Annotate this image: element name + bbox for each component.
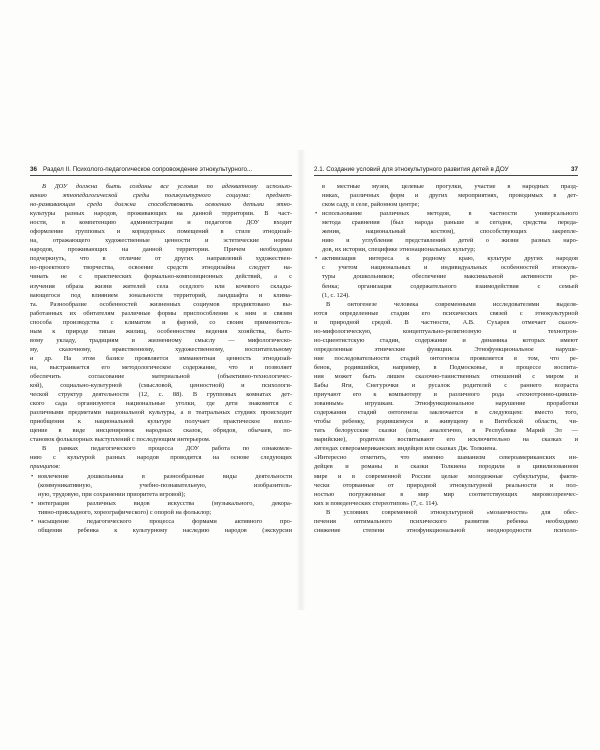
text-line: народов, проживающих на данной территории. Причем необходимо <box>30 246 292 254</box>
text-line: ную, трудовую, при сохранении приоритета игровой); <box>38 490 186 498</box>
text-line: «Интересно отметить, что именно шаманизм североамериканских ин- <box>314 454 578 462</box>
text-line: ском саду, в селе, районном центре; <box>322 201 420 209</box>
text-line: му, сказочному, нравственному, художественному, воспитательному <box>30 345 292 353</box>
text-line: бенок, родившийся, например, в Подмосковье, в процессе воспита- <box>314 363 578 371</box>
text-line: туры дошкольников; обеспечение максимальной активности ре- <box>322 273 578 281</box>
text-line: печения оптимального психического развития ребенка необходимо <box>314 517 578 525</box>
text-line: но-развивающая среда должна способствовать освоению детьми этно- <box>30 201 292 209</box>
text-line: но-мифологическую, концептуально-религиозную и технотрон- <box>314 327 578 335</box>
text-line: становок фольклорных выступлений с последующим интерьером. <box>30 436 211 444</box>
text-line: ких и поведенческих стереотипов» (7, с. 114). <box>314 499 439 507</box>
text-line: подчеркнуть, что в отличие от других направлений художествен- <box>30 255 292 263</box>
text-line: различными предметами национальной культуры, а в театральных студиях происходит <box>30 409 292 417</box>
text-line: ности, в компетенцию администрации и педагогов ДОУ входит <box>30 219 292 227</box>
text-line: марийские), родители воспитывают его исключительно на сказках и <box>314 436 578 444</box>
text-line: содержания стадий онтогенеза заключается в следующем: вместо того, <box>314 409 578 417</box>
text-line: метода сравнения (был народа раньше и сегодня, средства переда- <box>322 219 578 227</box>
text-line: но-проектного творчества, освоение средств этнодизайна следует на- <box>30 264 292 272</box>
text-line: но-сциентистскую стадии, содержание и динамика которых имеют <box>314 336 578 344</box>
text-line: дейцев и романы и сказки Толкиена породили в цивилизованном <box>314 463 578 471</box>
text-line: ния может быть лишен сказочно-таинственных отношений с миром и <box>314 372 578 380</box>
text-line: чески оторванные от природной этнокультурной реальности и пол- <box>314 481 578 489</box>
text-line: на, отражающего художественные ценности и эстетические нормы <box>30 237 292 245</box>
text-line: нию с культурой разных народов проводится на основе следующих <box>30 454 292 462</box>
text-line: • использование различных методов, в частности универсального <box>314 209 578 218</box>
text-line: оформление групповых и коридорных помещений в стиле этнодизай- <box>30 228 292 236</box>
text-line: обеспечить согласование материальной (объективно-технологичес- <box>30 372 292 380</box>
text-line: В ДОУ должна быть созданы все условия по адекватному использо- <box>42 183 292 190</box>
text-line: кой), социально-культурной (смысловой, ценностной) и психологи- <box>30 382 292 390</box>
text-line: • интеграция различных видов искусства (музыкального, декора- <box>30 499 292 508</box>
text-line: жения, национальный костюм), способствующих закрепле- <box>322 228 578 236</box>
text-line: В онтогенезе человека современными исследователями выделя- <box>326 300 578 308</box>
text-line: ние последовательности стадий онтогенеза проявляется в том, что ре- <box>314 354 578 362</box>
text-line: работанных их обитателям различные формы приспособления к ним и связям <box>30 309 292 317</box>
left-page <box>30 165 292 535</box>
text-line: (1, с. 124). <box>322 291 350 299</box>
text-line: ского сада организуются национальные уголки, где дети знакомятся с <box>30 400 292 408</box>
text-line: ным к природе типам жилищ, особенностям ведения хозяйства, быто- <box>30 327 292 335</box>
right-page <box>314 165 578 535</box>
text-line: ческой структур деятельности (12, с. 88). В групповых комнатах дет- <box>30 391 292 399</box>
text-line: снижение степени этнофункциональной неоднородности психоло- <box>314 526 578 534</box>
text-line: В рамках педагогического процесса ДОУ работа по ознакомле- <box>42 445 292 453</box>
text-line: определенные этнические функции. Этнофункциональное наруше- <box>314 345 578 353</box>
left-running-head <box>30 165 292 176</box>
text-line: щение в виде инсценировок народных сказок, обрядов, обычаев, по- <box>30 427 292 435</box>
text-line: в местные музеи, целевые прогулки, участие в народных празд- <box>322 183 578 190</box>
text-line: общения ребенка к культурному наследию народов (экскурсии <box>38 526 292 534</box>
text-line: та. Разнообразие особенностей жизненных социумов продиктовано вы- <box>30 300 292 308</box>
text-line: приучают его к компьютеру и различного рода «технотронно-цивили- <box>314 391 578 399</box>
text-line: мире и в современной России целые молодежные субкультуры, факти- <box>314 472 578 480</box>
text-line: ванию этнопедагогической среды поликультурного социума: предмет- <box>30 192 292 200</box>
right-running-title: 2.1. Создание условий для этнокультурного развития детей в ДОУ <box>314 166 509 173</box>
text-line: вому укладу, традициям и жизненному смыслу — мифологическо- <box>30 336 292 344</box>
text-line: никах, различных форм и других мероприятиях, проводимых в дет- <box>322 192 578 200</box>
text-line: чинать не с практических формально-композиционных действий, а с <box>30 273 292 281</box>
text-line: культуры разных народов, проживающих на данной территории. В част- <box>30 210 292 218</box>
text-line: легендах североамериканских индейцев или сказках Дж. Толкиена. <box>314 445 498 453</box>
text-line: В условиях современной этнокультурной «мозаичности» для обес- <box>326 508 578 516</box>
text-line: ностью погруженные в мир мир соответствующих мировоззренчес- <box>314 490 578 498</box>
text-line: тать белорусские сказки (или, аналогично, в Республике Марий Эл — <box>314 427 578 435</box>
text-line: (коммуникативную, учебно-познавательную, изобразитель- <box>38 481 292 489</box>
text-line: зованным» игрушкам. Этнофункциональное нарушение проработки <box>314 400 578 408</box>
text-line: нию и углубления представлений детей о жизни разных наро- <box>322 237 578 245</box>
book-gutter <box>296 150 306 610</box>
text-line: тивно-прикладного, хореографического) с опорой на фольклор; <box>38 508 212 516</box>
right-page-text <box>314 182 578 535</box>
right-page-number: 37 <box>570 166 578 173</box>
text-line: дов, их истории, специфике этнонациональных культур; <box>322 246 476 254</box>
text-line: и др. На этом базисе проявляется имманентная ценность этнодизай- <box>30 354 292 362</box>
text-line: бенка; организация содержательного взаимодействия с семьей <box>322 282 578 290</box>
text-line: способа производства с климатом и фауной, со своим применитель- <box>30 318 292 326</box>
text-line: • активизация интереса к родному краю, культуре других народов <box>314 254 578 263</box>
text-line: принципов: <box>30 463 61 471</box>
left-page-text <box>30 182 292 535</box>
left-running-title: Раздел II. Психолого-педагогическое сопровождение этнокультурного... <box>43 166 253 173</box>
left-page-number: 36 <box>30 166 38 173</box>
text-line: изучения образа жизни жителей села оседлого или кочевого склады- <box>30 282 292 290</box>
text-line: • вовлечение дошкольника в разнообразные виды деятельности <box>30 472 292 481</box>
text-line: • насыщение педагогического процесса формами активного про- <box>30 517 292 526</box>
right-running-head <box>314 165 578 176</box>
text-line: на, выстраивается его методологическое содержание, что и позволяет <box>30 363 292 371</box>
text-line: с учетом национальных и индивидуальных особенностей этнокуль- <box>322 264 578 272</box>
text-line: чтобы ребенку, родившемуся и живущему в Витебской области, чи- <box>314 418 578 426</box>
text-line: вающегося под влиянием зональности территорий, ландшафта и клима- <box>30 291 292 299</box>
text-line: приобщения к национальной культуре получает практическое вопло- <box>30 418 292 426</box>
text-line: Бабы Яги, Снегурочки и русалок родителей с раннего возраста <box>314 382 578 390</box>
text-line: ются определенные стадии его психических связей с этнокультурной <box>314 309 578 317</box>
text-line: и природной средой. В частности, А.В. Сухарев отмечает сказоч- <box>314 318 578 326</box>
